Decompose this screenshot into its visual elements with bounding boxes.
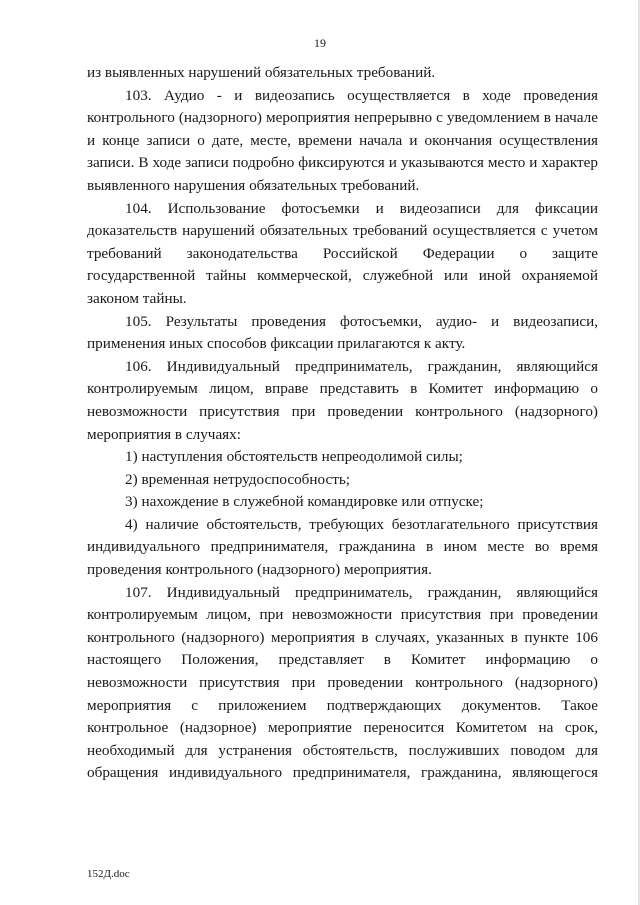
paragraph-106: 106. Индивидуальный предприниматель, гражданин, являющийся контролируемым лицом, вправе представить в Комитет информацию о невозможности присутствия при проведении контрольного (надзорного) мероприятия в случаях: xyxy=(87,357,598,443)
page-number: 19 xyxy=(314,36,326,50)
list-item-3: 3) нахождение в служебной командировке или отпуске; xyxy=(125,493,484,511)
document-body xyxy=(87,62,598,785)
paragraph-107: 107. Индивидуальный предприниматель, гражданин, являющийся контролируемым лицом, при невозможности присутствия при проведении контрольного (надзорного) мероприятия в случаях, указанных в пункте 106 настоящего Положения, представляет в Комитет информацию о невозможности присутствия при проведении контрольного (надзорного) мероприятия с приложением подтверждающих документов. Такое контрольное (надзорное) мероприятие переносится Комитетом на срок, необходимый для устранения обстоятельств, послуживших поводом для обращения индивидуального предпринимателя, гражданина, являющегося xyxy=(87,583,598,782)
paragraph-105: 105. Результаты проведения фотосъемки, аудио- и видеозаписи, применения иных способов фиксации прилагаются к акту. xyxy=(87,312,598,353)
paragraph-104: 104. Использование фотосъемки и видеозаписи для фиксации доказательств нарушений обязательных требований осуществляется с учетом требований законодательства Российской Федерации о защите государственной тайны коммерческой, служебной или иной охраняемой законом тайны. xyxy=(87,199,598,307)
paragraph-continuation: из выявленных нарушений обязательных требований. xyxy=(87,64,436,81)
paragraph-103: 103. Аудио - и видеозапись осуществляется в ходе проведения контрольного (надзорного) мероприятия непрерывно с уведомлением в начале и конце записи о дате, месте, времени начала и окончания осуществления записи. В ходе записи подробно фиксируются и указываются место и характер выявленного нарушения обязательных требований. xyxy=(87,86,598,194)
list-item-1: 1) наступления обстоятельств непреодолимой силы; xyxy=(125,448,463,466)
list-item-2: 2) временная нетрудоспособность; xyxy=(125,470,351,488)
footer-filename: 152Д.doc xyxy=(87,868,130,880)
list-item-4: 4) наличие обстоятельств, требующих безотлагательного присутствия индивидуального предпринимателя, гражданина в ином месте во время проведения контрольного (надзорного) мероприятия. xyxy=(87,515,598,579)
